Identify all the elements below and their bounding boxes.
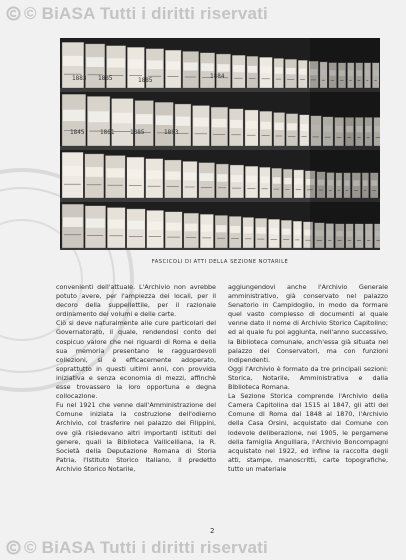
paragraph: convenienti dell'attuale. L'Archivio non avrebbe potuto avere, per l'ampiezza dei locali, per il decoro della suppellettile, per il razionale ordinamento dei volumi e delle carte. [56, 283, 216, 319]
bundle-label-strip [148, 222, 163, 230]
watermark-bottom [6, 538, 268, 558]
bundle-label-strip [261, 122, 271, 130]
bundle-label-strip [217, 174, 227, 182]
bundle-label-strip [246, 121, 257, 129]
bundle-label-strip [166, 223, 181, 231]
archive-shelves-photo [60, 38, 380, 250]
bundle-label-strip [86, 167, 103, 177]
bundle-label-strip [128, 221, 144, 230]
bundle-label-strip [230, 120, 242, 128]
bundle-label-strip [86, 57, 104, 67]
bundle-label-strip [185, 224, 198, 232]
shelves-illustration [60, 38, 380, 250]
bundle-label-strip [230, 226, 240, 233]
spine-year-label: 1885 [130, 129, 145, 136]
bundle-label-strip [261, 67, 272, 74]
bundle-label-strip [63, 166, 82, 176]
watermark-top [6, 4, 268, 24]
bundle-label-strip [147, 170, 162, 179]
bundle-label-strip [63, 110, 85, 121]
bundle-label-strip [246, 176, 257, 183]
bundle-label-strip [184, 172, 196, 180]
spine-year-label: 1884 [210, 73, 225, 80]
bundle-label-strip [286, 68, 296, 74]
bundle-label-strip [217, 64, 229, 72]
bundle-label-strip [295, 178, 303, 184]
bundle-label-strip [216, 225, 227, 232]
watermark-bottom-text: © BiASA Tutti i diritti riservati [24, 538, 268, 557]
bundle-label-strip [231, 175, 243, 182]
bundle-label-strip [201, 224, 212, 231]
bundle-label-strip [128, 169, 143, 178]
bundle-label-strip [86, 219, 105, 228]
paragraph: La Sezione Storica comprende l'Archivio della Camera Capitolina dal 1515 al 1847, gli atti del Comune di Roma dal 1848 al 1870, l'Archivio della Casa Orsini, acquistato dal Comune con lodevole deliberazione, nel 1905, le pergamene della famiglia Anguillara, l'Archivio Boncompagni acquistato nel 1922, ed infine la raccolta degli atti, stampe, manoscritti, carte topografiche, tutto un materiale [228, 392, 388, 473]
bundle-label-strip [256, 227, 266, 234]
bundle-label-strip [176, 117, 190, 126]
spine-year-label: 1845 [70, 129, 85, 136]
paragraph: Fu nel 1921 che venne dall'Amministrazione del Comune iniziata la costruzione dell'odierno Archivio, col trasferire nel palazzo dei Filippini, ove già risiedevano altri importanti istituti del genere, quali la Biblioteca Vallicelliana, la R. Società della Deputazione Romana di Storia Patria, l'Istituto Storico Italiano, il predetto Archivio Storico Notarile, [56, 401, 216, 473]
bundle-label-strip [287, 123, 297, 130]
photo-shadow [310, 38, 380, 250]
bundle-label-strip [147, 60, 163, 69]
paragraph: aggiungendovi anche l'Archivio Generale amministrativo, già conservato nel palazzo Senatorio in Campidoglio, in modo da formare quel vasto complesso di documenti al quale venne dato il nome di Archivio Storico Capitolino; ed ai quale fu poi aggiunta, nell'anno successivo, la Biblioteca comunale, anch'essa già situata nel palazzo dei Conservatori, ma con funzioni indipendenti. [228, 283, 388, 364]
bundle-label-strip [201, 63, 214, 71]
copyright-icon [6, 540, 21, 555]
bundle-label-strip [244, 227, 253, 234]
bundle-label-strip [156, 115, 172, 125]
text-column-left [56, 283, 216, 523]
bundle-label-strip [136, 114, 153, 124]
bundle-label-strip [113, 113, 133, 124]
copyright-icon [6, 6, 21, 21]
bundle-label-strip [166, 171, 181, 179]
bundle-label-strip [275, 67, 283, 74]
spine-year-label: 1883 [164, 129, 179, 136]
bundle-label-strip [88, 111, 109, 122]
spine-year-label: 1885 [138, 77, 153, 84]
page-number: 2 [210, 527, 215, 535]
bundle-label-strip [233, 65, 244, 72]
bundle-label-strip [63, 217, 83, 227]
bundle-label-strip [166, 61, 180, 69]
bundle-label-strip [194, 118, 209, 127]
bundle-label-strip [269, 228, 278, 234]
bundle-label-strip [284, 178, 291, 184]
bundle-label-strip [275, 123, 284, 130]
bundle-label-strip [212, 119, 227, 128]
bundle-label-strip [282, 229, 291, 235]
bundle-label-strip [299, 69, 306, 75]
bundle-label-strip [128, 59, 143, 68]
spine-year-label: 1883 [72, 75, 87, 82]
bundle-label-strip [200, 173, 214, 181]
text-column-right [228, 283, 388, 523]
spine-year-label: 1885 [98, 75, 113, 82]
bundle-label-strip [248, 66, 257, 73]
body-text-columns [56, 283, 388, 523]
bundle-label-strip [273, 177, 281, 184]
spine-year-label: 1861 [100, 129, 115, 136]
watermark-top-text: © BiASA Tutti i diritti riservati [24, 4, 268, 23]
bundle-label-strip [108, 220, 124, 229]
paragraph: Ciò si deve naturalmente alle cure particolari del Governatorato, il quale, rendendosi conto del cospicuo valore che nei riguardi di Roma e della sua memoria presentano le ragguardevoli collezioni, si è efficacemente adoperato, soprattutto in questi ultimi anni, con provvida iniziativa e senza economia di mezzi, affinchè esse trovassero la loro opportuna e degna collocazione. [56, 319, 216, 401]
bundle-label-strip [301, 124, 309, 131]
bundle-label-strip [63, 56, 83, 66]
photo-caption: FASCICOLI DI ATTI DELLA SEZIONE NOTARILE [151, 259, 289, 265]
bundle-label-strip [261, 177, 270, 184]
paragraph: Oggi l'Archivio è formato da tre principali sezioni: Storica, Notarile, Amministrativa e dalla Biblioteca Romana. [228, 364, 388, 392]
bundle-label-strip [106, 168, 124, 177]
bundle-label-strip [294, 229, 301, 235]
bundle-label-strip [107, 58, 124, 67]
bundle-label-strip [184, 62, 198, 70]
